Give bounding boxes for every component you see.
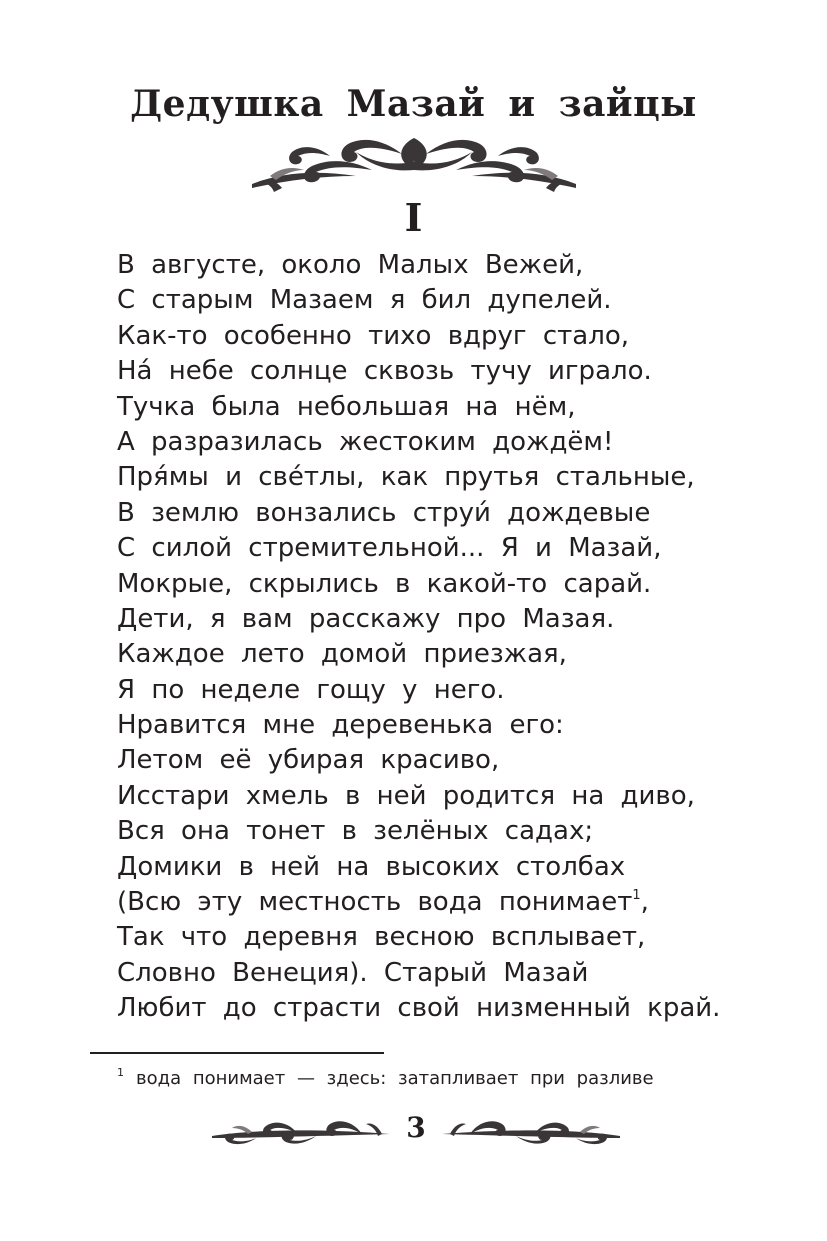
poem-line: С силой стремительной... Я и Мазай, — [117, 533, 662, 564]
poem-line: Тучка была небольшая на нём, — [117, 391, 576, 422]
poem-line: На́ небе солнце сквозь тучу играло. — [117, 356, 652, 387]
footnote-reference: 1 — [632, 888, 641, 904]
poem-line: Я по неделе гощу у него. — [117, 674, 505, 705]
section-numeral: I — [404, 195, 423, 240]
floral-flourish-icon — [212, 1112, 392, 1152]
poem-line: Каждое лето домой приезжая, — [117, 639, 567, 670]
poem-line: (Всю эту местность вода понимает$^1$, — [117, 887, 649, 918]
floral-flourish-icon — [440, 1112, 620, 1152]
poem-line: Нравится мне деревенька его: — [117, 710, 564, 741]
poem-line: Словно Венеция). Старый Мазай — [117, 957, 589, 988]
poem-line: С старым Мазаем я бил дупелей. — [117, 285, 612, 316]
poem-line: Любит до страсти свой низменный край. — [117, 993, 721, 1024]
poem-line: Дети, я вам расскажу про Мазая. — [117, 603, 615, 634]
poem-line: Мокрые, скрылись в какой-то сарай. — [117, 568, 652, 599]
poem-line: А разразилась жестоким дождём! — [117, 426, 614, 457]
footnote-mark: 1 — [117, 1066, 124, 1079]
floral-flourish-icon — [252, 132, 576, 194]
poem-line: Как-то особенно тихо вдруг стало, — [117, 320, 629, 351]
poem-line: Исстари хмель в ней родится на диво, — [117, 780, 695, 811]
poem-line: В августе, около Малых Вежей, — [117, 250, 584, 280]
poem-line: Так что деревня весною всплывает, — [117, 922, 646, 953]
poem-line: В землю вонзались струи́ дождевые — [117, 497, 651, 528]
poem-line: Домики в ней на высоких столбах — [117, 851, 626, 882]
footnote-text: вода понимает — здесь: затапливает при разливе — [136, 1068, 654, 1089]
page-number: 3 — [406, 1111, 426, 1144]
poem-title: Дедушка Мазай и зайцы — [130, 83, 697, 125]
footnote-divider — [90, 1052, 384, 1054]
poem-stanza — [117, 248, 721, 1027]
poem-line: Пря́мы и све́тлы, как прутья стальные, — [117, 462, 695, 493]
poem-line: Вся она тонет в зелёных садах; — [117, 816, 594, 847]
footnote — [117, 1066, 654, 1092]
poem-line: Летом её убирая красиво, — [117, 745, 500, 776]
